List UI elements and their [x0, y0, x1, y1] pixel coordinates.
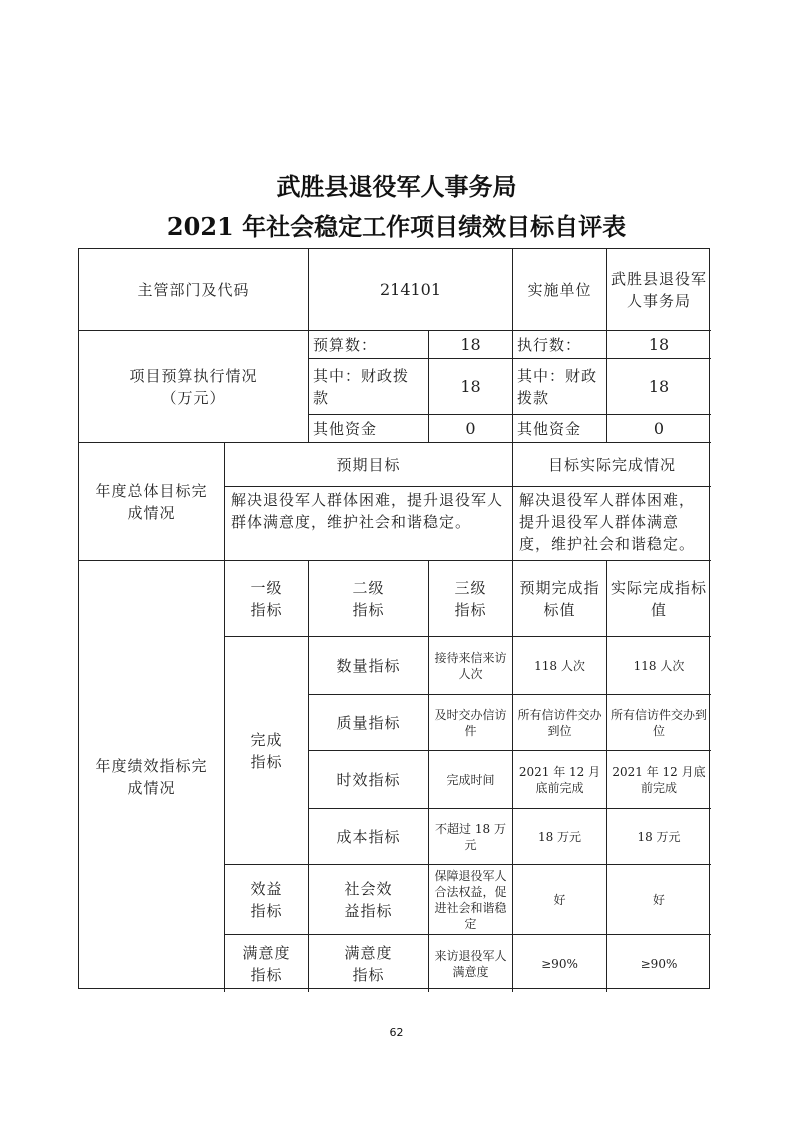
fiscal-budget-value: 18	[429, 359, 513, 415]
row-actual: 2021 年 12 月底前完成	[607, 751, 711, 809]
budget-amount-value: 18	[429, 331, 513, 359]
row-expected: 所有信访件交办到位	[513, 695, 607, 751]
row-level3: 接待来信来访人次	[429, 637, 513, 695]
row-level3: 保障退役军人合法权益，促进社会和谐稳定	[429, 865, 513, 935]
row-level3: 不超过 18 万元	[429, 809, 513, 865]
exec-amount-value: 18	[607, 331, 711, 359]
row-level2: 成本指标	[309, 809, 429, 865]
document-title-line2: 2021 年社会稳定工作项目绩效目标自评表	[166, 212, 627, 241]
row-expected: 118 人次	[513, 637, 607, 695]
row-expected: ≥90%	[513, 935, 607, 992]
row-expected: 好	[513, 865, 607, 935]
group-completion: 完成指标	[225, 637, 309, 865]
fiscal-budget-label: 其中：财政拨款	[309, 359, 429, 415]
dept-code-value: 214101	[309, 249, 513, 331]
evaluation-table	[78, 248, 710, 989]
row-actual: 18 万元	[607, 809, 711, 865]
row-level3: 完成时间	[429, 751, 513, 809]
document-title-line1: 武胜县退役军人事务局	[276, 172, 517, 201]
impl-unit-value: 武胜县退役军人事务局	[607, 249, 711, 331]
perf-label: 年度绩效指标完成情况	[79, 561, 225, 992]
dept-code-label: 主管部门及代码	[79, 249, 309, 331]
row-actual: 所有信访件交办到位	[607, 695, 711, 751]
header-actual: 实际完成指标值	[607, 561, 711, 637]
expected-goal-header: 预期目标	[225, 443, 513, 487]
other-exec-value: 0	[607, 415, 711, 443]
group-benefit: 效益指标	[225, 865, 309, 935]
expected-goal-text: 解决退役军人群体困难，提升退役军人群体满意度，维护社会和谐稳定。	[225, 487, 513, 561]
row-level2: 质量指标	[309, 695, 429, 751]
row-actual: 118 人次	[607, 637, 711, 695]
row-level3: 来访退役军人满意度	[429, 935, 513, 992]
annual-goal-label: 年度总体目标完成情况	[79, 443, 225, 561]
row-expected: 18 万元	[513, 809, 607, 865]
row-level2: 社会效益指标	[309, 865, 429, 935]
budget-amount-label: 预算数：	[309, 331, 429, 359]
other-budget-value: 0	[429, 415, 513, 443]
row-actual: ≥90%	[640, 956, 678, 971]
actual-goal-header: 目标实际完成情况	[513, 443, 711, 487]
header-expected: 预期完成指标值	[513, 561, 607, 637]
impl-unit-label: 实施单位	[513, 249, 607, 331]
header-level2: 二级指标	[309, 561, 429, 637]
budget-label: 项目预算执行情况（万元）	[79, 331, 309, 443]
other-budget-label: 其他资金	[309, 415, 429, 443]
actual-goal-text: 解决退役军人群体困难，提升退役军人群体满意度，维护社会和谐稳定。	[513, 487, 711, 561]
fiscal-exec-label: 其中：财政拨款	[513, 359, 607, 415]
row-level2: 满意度指标	[309, 935, 429, 992]
other-exec-label: 其他资金	[513, 415, 607, 443]
row-level2: 数量指标	[309, 637, 429, 695]
header-level1: 一级指标	[225, 561, 309, 637]
page-number: 62	[389, 1026, 404, 1039]
exec-amount-label: 执行数：	[513, 331, 607, 359]
fiscal-exec-value: 18	[607, 359, 711, 415]
header-level3: 三级指标	[429, 561, 513, 637]
row-actual: 好	[607, 865, 711, 935]
group-satisfaction: 满意度指标	[225, 935, 309, 992]
row-level2: 时效指标	[309, 751, 429, 809]
row-level3: 及时交办信访件	[429, 695, 513, 751]
row-expected: 2021 年 12 月底前完成	[513, 751, 607, 809]
